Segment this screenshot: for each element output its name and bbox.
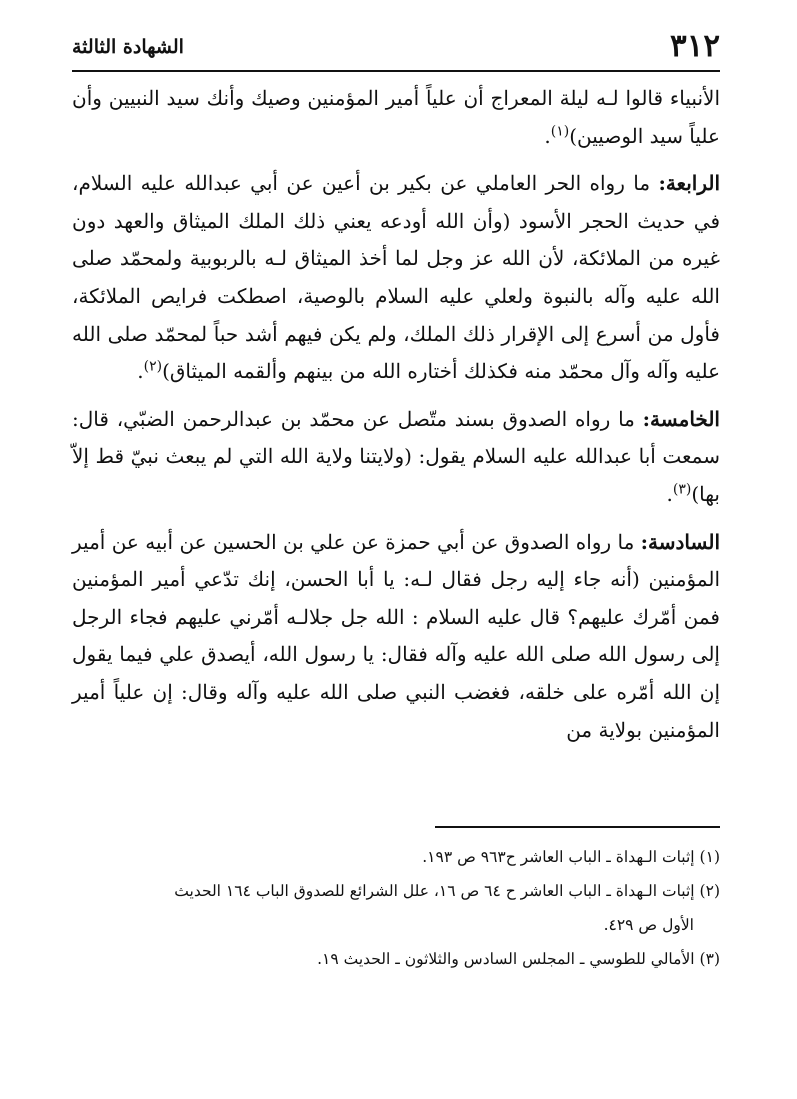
paragraph-lead: الرابعة:: [658, 171, 720, 196]
paragraph-text: الأنبياء قالوا لـه ليلة المعراج أن علياً أمير المؤمنين وصيك وأنك سيد النبيين وأن علياً سيد الوصيين): [72, 86, 720, 148]
paragraph: [72, 401, 720, 514]
paragraph-text: ما رواه الحر العاملي عن بكير بن أعين عن أبي عبدالله عليه السلام، في حديث الحجر الأسود (وأن الله أودعه يعني ذلك الملك الميثاق والعهد دون غيره من الملائكة، لأن الله عز وجل لما أخذ الميثاق لـه بالربوبية ولمحمّد صلى الله عليه وآله بالنبوة ولعلي عليه السلام بالوصية، اصطكت فرايص الملائكة، فأول من أسرع إلى الإقرار ذلك الملك، ولم يكن فيهم أشد حباً لمحمّد صلى الله عليه وآله وآل محمّد منه فكذلك أختاره الله من بينهم وألقمه الميثاق): [72, 171, 720, 384]
paragraph-lead: السادسة:: [640, 529, 721, 554]
paragraph-tail: .: [544, 123, 551, 148]
footnote-ref: (٣): [672, 481, 692, 498]
footnote-text: الأمالي للطوسي ـ المجلس السادس والثلاثون ـ الحديث ١٩.: [317, 950, 695, 968]
paragraph-text: ما رواه الصدوق بسند متّصل عن محمّد بن عبدالرحمن الضبّي، قال: سمعت أبا عبدالله عليه السلام يقول: (ولايتنا ولاية الله التي لم يبعث نبيّ قط إلاّ بها): [72, 406, 720, 506]
footnote-continuation: الأول ص ٤٢٩.: [603, 916, 694, 934]
footnotes: [72, 840, 720, 976]
footnote-ref: (١): [550, 122, 570, 139]
footnote-ref: (٢): [143, 358, 163, 375]
footnote-item: [72, 874, 720, 908]
page-number: ٣١٢: [670, 28, 720, 64]
paragraph: [72, 165, 720, 391]
paragraph: [72, 524, 720, 750]
footnote-item: [72, 942, 720, 976]
footnote-number: (٢): [699, 882, 720, 900]
paragraph: [72, 80, 720, 155]
paragraph-lead: الخامسة:: [642, 406, 720, 431]
body-text: [72, 80, 720, 759]
footnote-number: (١): [699, 848, 720, 866]
footnote-number: (٣): [699, 950, 720, 968]
footnote-item: [72, 840, 720, 874]
paragraph-text: ما رواه الصدوق عن أبي حمزة عن علي بن الحسين عن أبيه عن أمير المؤمنين (أنه جاء إليه رجل فقال لـه: يا أبا الحسن، إنك تدّعي أمير المؤمنين فمن أمّرك عليهم؟ قال عليه السلام : الله جل جلالـه أمّرني عليهم فجاء الرجل إلى رسول الله صلى الله عليه وآله فقال: يا رسول الله، أيصدق علي فيما يقول إن الله أمّره على خلقه، فغضب النبي صلى الله عليه وآله وقال: إن علياً أمير المؤمنين بولاية من: [72, 529, 720, 742]
paragraph-tail: .: [666, 481, 673, 506]
footnote-text: إثبات الـهداة ـ الباب العاشر ح٩٦٣ ص ١٩٣.: [422, 848, 695, 866]
running-title: الشهادة الثالثة: [72, 36, 184, 58]
header-divider: [72, 70, 720, 72]
footnote-text: إثبات الـهداة ـ الباب العاشر ح ٦٤ ص ١٦، علل الشرائع للصدوق الباب ١٦٤ الحديث: [174, 882, 695, 900]
paragraph-tail: .: [137, 359, 144, 384]
footnote-divider: [435, 826, 720, 828]
page-header: [72, 28, 720, 64]
